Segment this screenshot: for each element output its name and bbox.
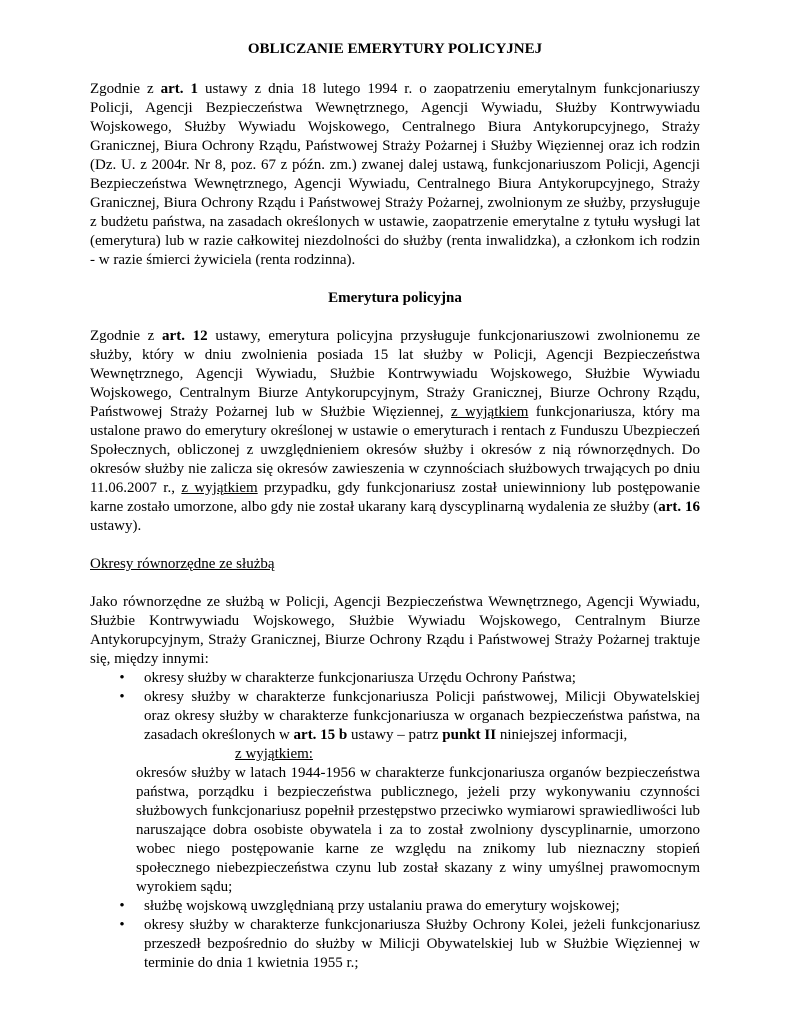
equivalent-periods-list-continued xyxy=(90,897,700,973)
article-15b-ref: art. 15 b xyxy=(293,727,348,743)
list-item xyxy=(90,688,700,745)
bullet-icon: • xyxy=(119,898,125,914)
emerytura-text-2: ustawy, emerytura policyjna przysługuje funkcjonariuszowi zwolnionemu ze służby, który w dniu zwolnienia posiada 15 lat służby w Policji, Agencji Bezpieczeństwa Wewnętrznego, Agencji Wywiadu, Służbie Kontrwywiadu Wojskowego, Służbie Wywiadu Wojskowego, Centralnym Biurze Antykorupcyjnym, Straży Granicznej, Biurze Ochrony Rządu, Państwowej Straży Pożarnej lub w Służbie Więziennej, xyxy=(90,328,700,420)
article-12-ref: art. 12 xyxy=(162,328,208,344)
bullet-icon: • xyxy=(119,917,125,933)
list-item-text: służbę wojskową uwzględnianą przy ustalaniu prawa do emerytury wojskowej; xyxy=(144,898,620,914)
list-item-text: niniejszej informacji, xyxy=(496,727,628,743)
emerytura-text-3: funkcjonariusza, który ma ustalone prawo do emerytury określonej w ustawie o emeryturach i rentach z Funduszu Ubezpieczeń Społecznych, obliczonej z uwzględnieniem okresów służby i okresów z nią równorzędnych. Do okresów służby nie zalicza się okresów zawieszenia w czynnościach służbowych trwających po dniu 11.06.2007 r., xyxy=(90,404,700,496)
article-16-ref: art. 16 xyxy=(658,499,700,515)
exception-heading: z wyjątkiem: xyxy=(235,746,313,762)
section-heading-emerytura: Emerytura policyjna xyxy=(328,290,462,306)
exception-marker-2: z wyjątkiem xyxy=(181,480,258,496)
emerytura-text-4: przypadku, gdy funkcjonariusz został uniewinniony lub postępowanie karne zostało umorzone, albo gdy nie został ukarany karą dyscyplinarną wydalenia ze służby ( xyxy=(90,480,700,515)
intro-paragraph xyxy=(90,80,700,270)
list-item xyxy=(90,897,700,916)
intro-text-1: Zgodnie z xyxy=(90,81,161,97)
bullet-icon: • xyxy=(119,689,125,705)
exception-paragraph: okresów służby w latach 1944-1956 w charakterze funkcjonariusza organów bezpieczeństwa państwa, porządku i bezpieczeństwa publicznego, jeżeli przy wykonywaniu czynności służbowych funkcjonariusz popełnił przestępstwo przeciwko wymiarowi sprawiedliwości lub naruszające dobra osobiste obywatela i za to został zwolniony dyscyplinarnie, umorzono wobec niego postępowanie karne ze względu na znikomy lub nieznaczny stopień społecznego niebezpieczeństwa czynu lub został skazany z winy umyślnej prawomocnym wyrokiem sądu; xyxy=(136,765,700,895)
okresy-intro-paragraph: Jako równorzędne ze służbą w Policji, Agencji Bezpieczeństwa Wewnętrznego, Agencji Wywiadu, Służbie Kontrwywiadu Wojskowego, Służbie Wywiadu Wojskowego, Centralnym Biurze Antykorupcyjnym, Straży Granicznej, Biurze Ochrony Rządu i Państwowej Straży Pożarnej traktuje się, między innymi: xyxy=(90,594,700,667)
equivalent-periods-list xyxy=(90,669,700,745)
list-item-text: ustawy – patrz xyxy=(347,727,443,743)
list-item-text: okresy służby w charakterze funkcjonariusza Służby Ochrony Kolei, jeżeli funkcjonariusz przeszedł bezpośrednio do służby w Milicji Obywatelskiej lub w Służbie Więziennej w terminie do dnia 1 kwietnia 1955 r.; xyxy=(144,917,700,971)
emerytura-text-1: Zgodnie z xyxy=(90,328,163,344)
document-title: OBLICZANIE EMERYTURY POLICYJNEJ xyxy=(247,41,543,57)
list-item xyxy=(90,916,700,973)
exception-marker-1: z wyjątkiem xyxy=(451,404,529,420)
bullet-icon: • xyxy=(119,670,125,686)
list-item xyxy=(90,669,700,688)
emerytura-text-5: ustawy). xyxy=(90,518,142,534)
emerytura-paragraph xyxy=(90,327,700,536)
list-item-text: okresy służby w charakterze funkcjonariusza Urzędu Ochrony Państwa; xyxy=(144,670,576,686)
article-1-ref: art. 1 xyxy=(160,81,198,97)
intro-text-2: ustawy z dnia 18 lutego 1994 r. o zaopatrzeniu emerytalnym funkcjonariuszy Policji, Agencji Bezpieczeństwa Wewnętrznego, Agencji Wywiadu, Służby Kontrwywiadu Wojskowego, Służby Wywiadu Wojskowego, Centralnego Biura Antykorupcyjnego, Straży Granicznej, Biura Ochrony Rządu, Państwowej Straży Pożarnej i Służby Więziennej oraz ich rodzin (Dz. U. z 2004r. Nr 8, poz. 67 z późn. zm.) zwanej dalej ustawą, funkcjonariuszom Policji, Agencji Bezpieczeństwa Wewnętrznego, Agencji Wywiadu, Centralnego Biura Antykorupcyjnego, Straży Granicznej, Biura Ochrony Rządu i Państwowej Straży Pożarnej, zwolnionym ze służby, przysługuje z budżetu państwa, na zasadach określonych w ustawie, zaopatrzenie emerytalne z tytułu wysługi lat (emerytura) lub w razie całkowitej niezdolności do służby (renta inwalidzka), a członkom ich rodzin - w razie śmierci żywiciela (renta rodzinna). xyxy=(90,81,701,268)
point-ii-ref: punkt II xyxy=(442,727,497,743)
section-heading-okresy: Okresy równorzędne ze służbą xyxy=(90,556,275,572)
document-page xyxy=(90,40,700,973)
list-item-text: okresy służby w charakterze funkcjonariusza Policji państwowej, Milicji Obywatelskiej oraz okresy służby w charakterze funkcjonariusza w organach bezpieczeństwa państwa, na zasadach określonych w xyxy=(144,689,700,743)
